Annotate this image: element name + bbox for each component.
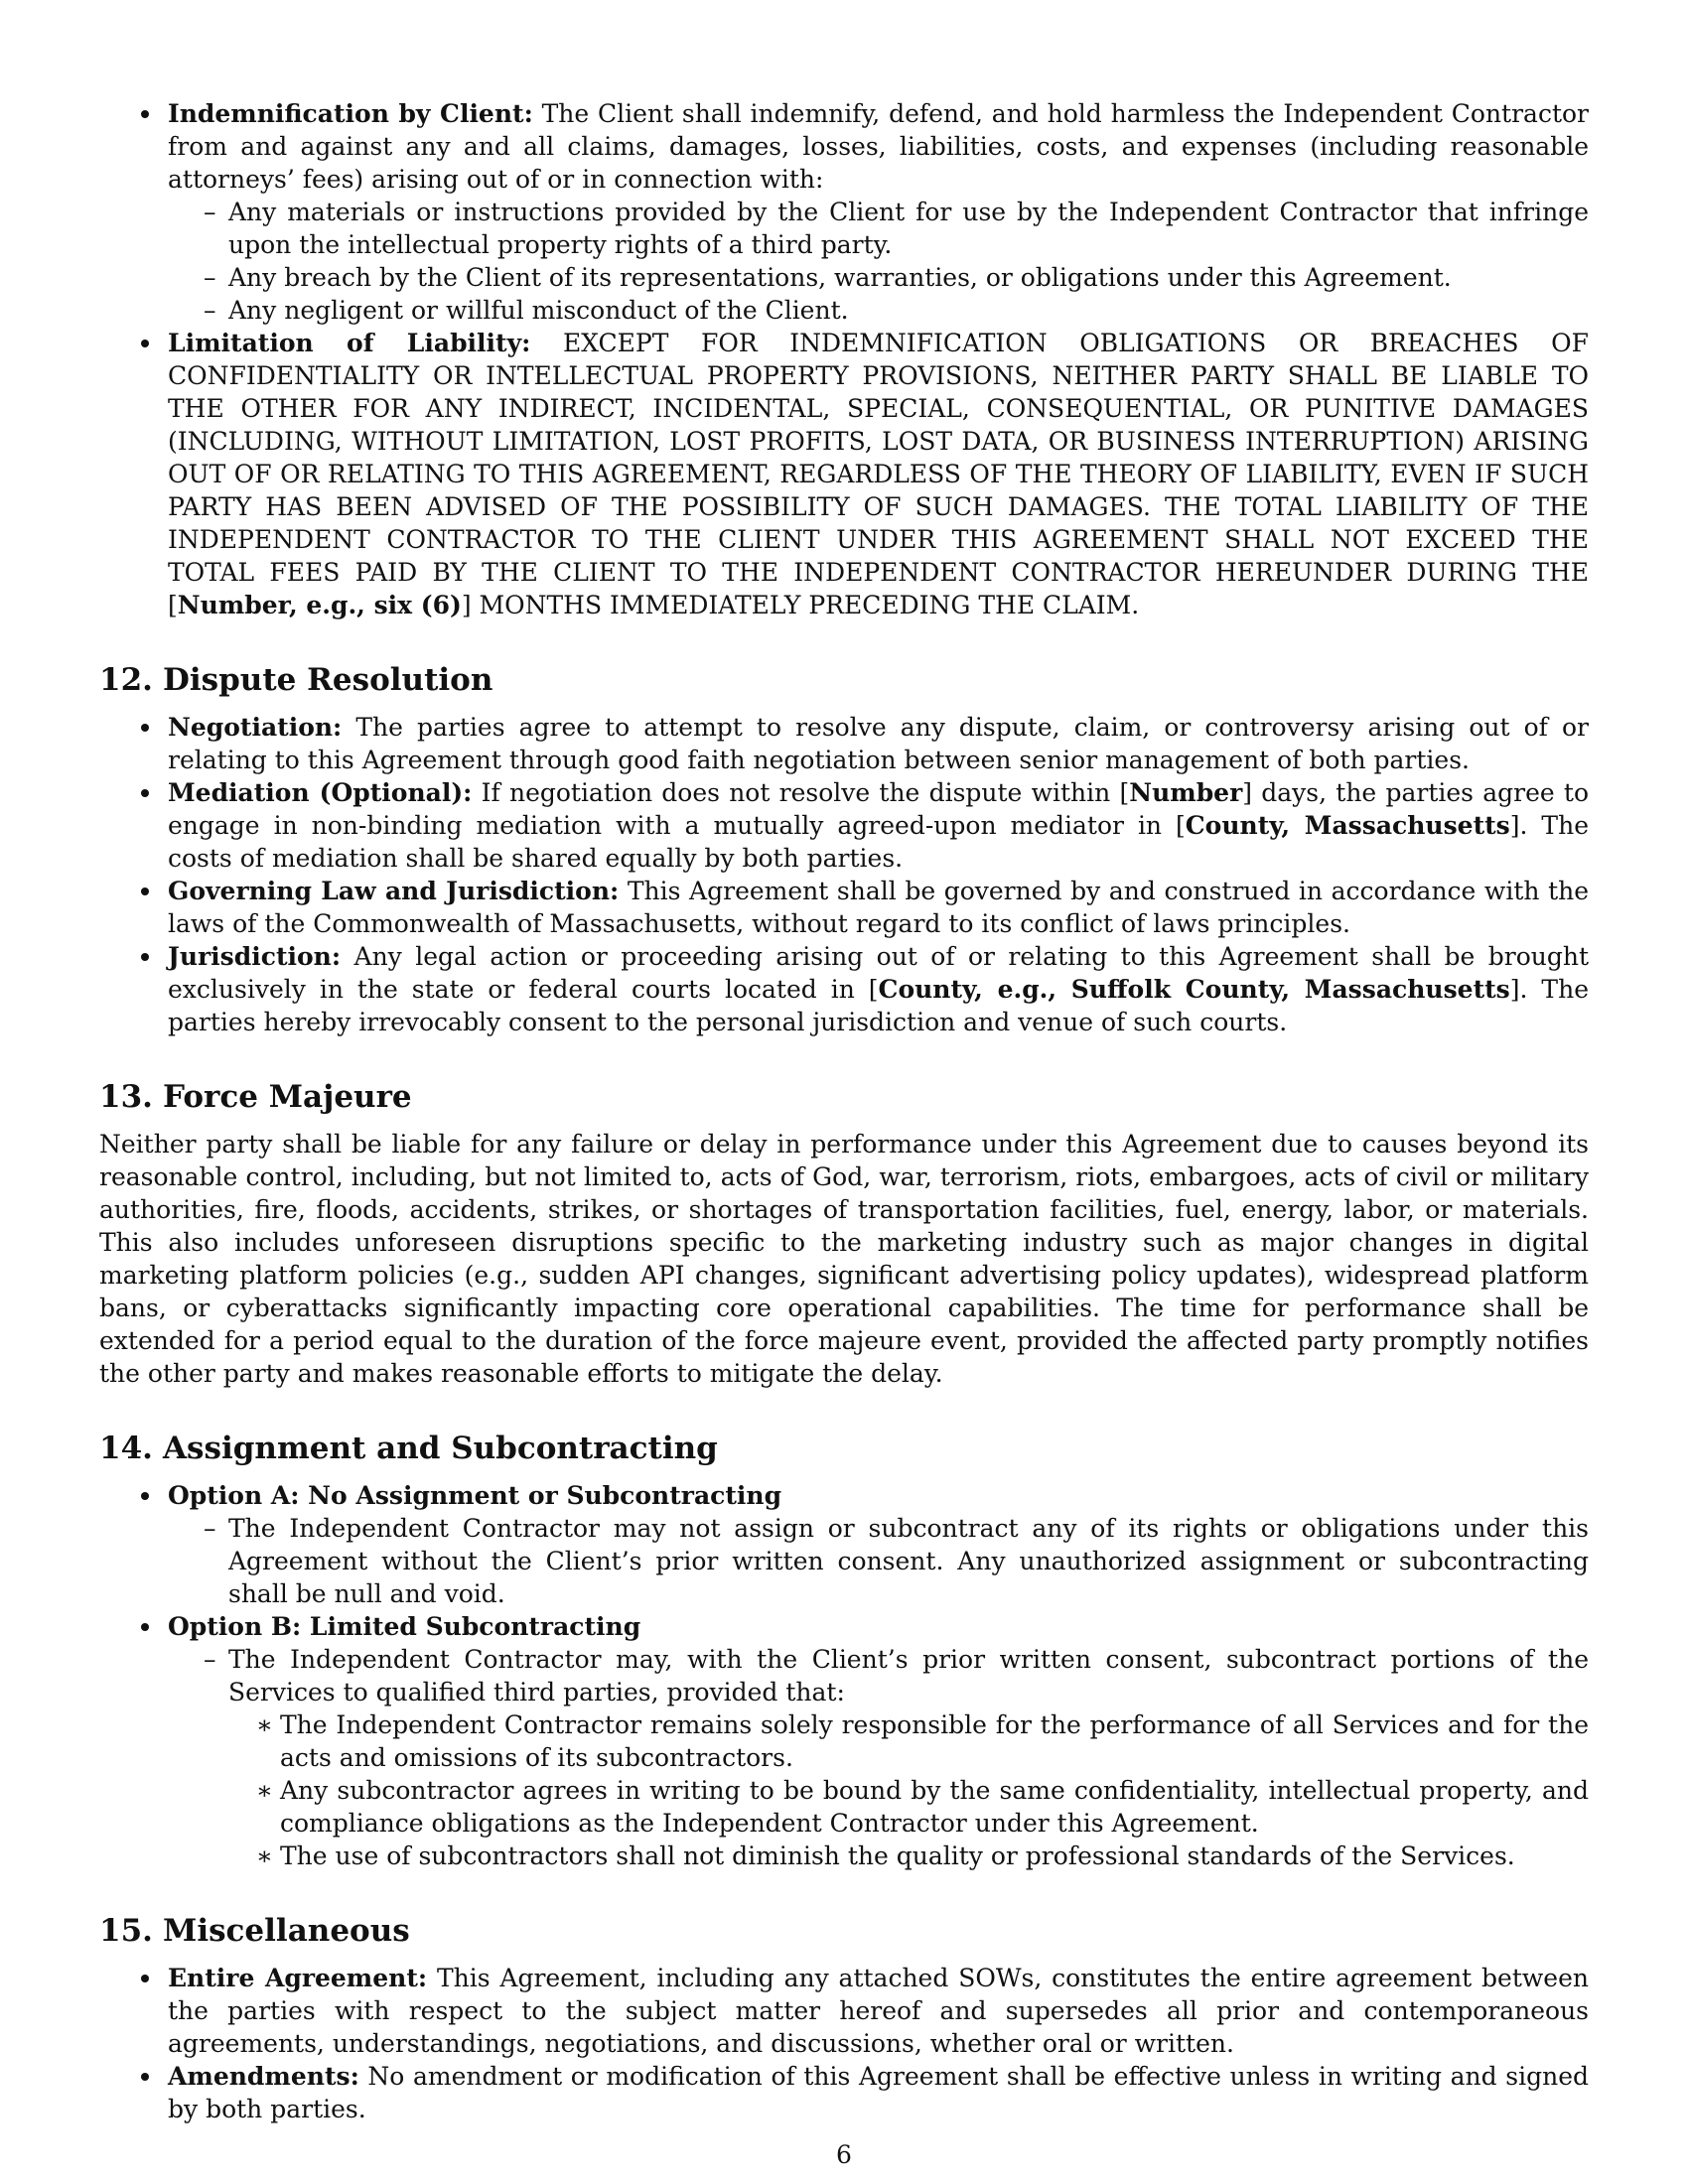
item-label: Mediation (Optional): <box>168 778 473 807</box>
sub-item: – Any breach by the Client of its representations, warranties, or obligations under this Agreement. <box>168 261 1589 294</box>
section-heading-miscellaneous <box>99 1911 1589 1951</box>
item-label: Indemnification by Client: <box>168 99 533 128</box>
section-title: Dispute Resolution <box>163 662 493 698</box>
force-majeure-paragraph: Neither party shall be liable for any failure or delay in performance under this Agreement due to causes beyond its reasonable control, including, but not limited to, acts of God, war, terrorism, riots, embargoes, acts of civil or military authorities, fire, floods, accidents, strikes, or shortages of transportation facilities, fuel, energy, labor, or materials. This also includes unforeseen disruptions specific to the marketing industry such as major changes in digital marketing platform policies (e.g., sudden API changes, significant advertising policy updates), widespread platform bans, or cyberattacks significantly impacting core operational capabilities. The time for performance shall be extended for a period equal to the duration of the force majeure event, provided the affected party promptly notifies the other party and makes reasonable efforts to mitigate the delay. <box>99 1130 1589 1388</box>
option-b-sub-list <box>168 1643 1589 1872</box>
sub-item: – Any materials or instructions provided by the Client for use by the Independent Contractor that infringe upon the intellectual property rights of a third party. <box>168 196 1589 261</box>
item-text: ] days, the parties agree to engage in non-binding mediation with a mutually agreed-upon mediator in [ <box>168 778 1589 840</box>
sub-item: – The Independent Contractor may not assign or subcontract any of its rights or obligations under this Agreement without the Client’s prior written consent. Any unauthorized assignment or subcontracting shall be null and void. <box>168 1512 1589 1610</box>
option-label: Option A: No Assignment or Subcontracting <box>168 1481 782 1510</box>
placeholder-county: County, e.g., Suffolk County, Massachusetts <box>878 975 1510 1004</box>
section-title: Force Majeure <box>163 1079 412 1115</box>
item-text: This Agreement shall be governed by and construed in accordance with the laws of the Commonwealth of Massachusetts, without regard to its conflict of laws principles. <box>168 877 1590 938</box>
section-14-list <box>99 1479 1589 1872</box>
item-text: This Agreement, including any attached SOWs, constitutes the entire agreement between the parties with respect to the subject matter hereof and supersedes all prior and contemporaneous agreements, understandings, negotiations, and discussions, whether oral or written. <box>168 1964 1589 2058</box>
sub-item <box>168 1643 1589 1872</box>
placeholder-number: Number, e.g., six (6) <box>177 591 462 619</box>
section-title: Miscellaneous <box>163 1913 410 1949</box>
section-heading-force-majeure <box>99 1077 1589 1117</box>
list-item-entire-agreement <box>99 1962 1589 2060</box>
item-label: Negotiation: <box>168 713 343 742</box>
section-number: 13. <box>99 1079 153 1115</box>
item-text-after: ] MONTHS IMMEDIATELY PRECEDING THE CLAIM. <box>461 591 1140 619</box>
condition-item: ∗ Any subcontractor agrees in writing to be bound by the same confidentiality, intellectual property, and compliance obligations as the Independent Contractor under this Agreement. <box>228 1774 1589 1840</box>
item-label: Amendments: <box>168 2062 359 2091</box>
page-number: 6 <box>836 2140 852 2169</box>
list-item-indemnification-by-client <box>99 97 1589 327</box>
condition-item: ∗ The Independent Contractor remains solely responsible for the performance of all Services and for the acts and omissions of its subcontractors. <box>228 1708 1589 1774</box>
item-label: Jurisdiction: <box>168 942 342 971</box>
item-text: ]. The parties hereby irrevocably consent to the personal jurisdiction and venue of such courts. <box>168 975 1589 1036</box>
document-page <box>99 97 1589 2125</box>
section-number: 15. <box>99 1913 153 1949</box>
section-title: Assignment and Subcontracting <box>163 1431 718 1466</box>
section-heading-dispute-resolution <box>99 660 1589 700</box>
list-item-mediation <box>99 776 1589 875</box>
item-text: If negotiation does not resolve the dispute within [ <box>481 778 1130 807</box>
placeholder-number: Number <box>1129 778 1243 807</box>
placeholder-county: County, Massachusetts <box>1185 811 1510 840</box>
list-item-jurisdiction <box>99 940 1589 1038</box>
item-text: EXCEPT FOR INDEMNIFICATION OBLIGATIONS OR BREACHES OF CONFIDENTIALITY OR INTELLECTUAL PROPERTY PROVISIONS, NEITHER PARTY SHALL BE LIABLE TO THE OTHER FOR ANY INDIRECT, INCIDENTAL, SPECIAL, CONSEQUENTIAL, OR PUNITIVE DAMAGES (INCLUDING, WITHOUT LIMITATION, LOST PROFITS, LOST DATA, OR BUSINESS INTERRUPTION) ARISING OUT OF OR RELATING TO THIS AGREEMENT, REGARDLESS OF THE THEORY OF LIABILITY, EVEN IF SUCH PARTY HAS BEEN ADVISED OF THE POSSIBILITY OF SUCH DAMAGES. THE TOTAL LIABILITY OF THE INDEPENDENT CONTRACTOR TO THE CLIENT UNDER THIS AGREEMENT SHALL NOT EXCEED THE TOTAL FEES PAID BY THE CLIENT TO THE INDEPENDENT CONTRACTOR HEREUNDER DURING THE [ <box>168 329 1589 619</box>
section-12-list <box>99 711 1589 1038</box>
condition-item: ∗ The use of subcontractors shall not diminish the quality or professional standards of the Services. <box>228 1840 1589 1872</box>
option-b-conditions <box>228 1708 1589 1872</box>
section-number: 12. <box>99 662 153 698</box>
item-text: No amendment or modification of this Agreement shall be effective unless in writing and signed by both parties. <box>168 2062 1589 2123</box>
item-text: The Client shall indemnify, defend, and hold harmless the Independent Contractor from and against any and all claims, damages, losses, liabilities, costs, and expenses (including reasonable attorneys’ fees) arising out of or in connection with: <box>168 99 1589 194</box>
list-item-option-b <box>99 1610 1589 1872</box>
section-11-list <box>99 97 1589 621</box>
indemnification-sub-list <box>168 196 1589 327</box>
option-a-sub-list <box>168 1512 1589 1610</box>
section-15-list <box>99 1962 1589 2125</box>
sub-item: – Any negligent or willful misconduct of the Client. <box>168 294 1589 327</box>
item-text: Any legal action or proceeding arising out of or relating to this Agreement shall be brought exclusively in the state or federal courts located in [ <box>168 942 1589 1004</box>
sub-item-text: The Independent Contractor may, with the Client’s prior written consent, subcontract portions of the Services to qualified third parties, provided that: <box>228 1645 1589 1706</box>
section-number: 14. <box>99 1431 153 1466</box>
item-label: Governing Law and Jurisdiction: <box>168 877 620 905</box>
item-text: The parties agree to attempt to resolve any dispute, claim, or controversy arising out of or relating to this Agreement through good faith negotiation between senior management of both parties. <box>168 713 1589 774</box>
item-label: Limitation of Liability: <box>168 329 531 357</box>
list-item-negotiation <box>99 711 1589 776</box>
list-item-option-a <box>99 1479 1589 1610</box>
list-item-governing-law <box>99 875 1589 940</box>
option-label: Option B: Limited Subcontracting <box>168 1612 641 1641</box>
item-label: Entire Agreement: <box>168 1964 428 1992</box>
item-text: ]. The costs of mediation shall be shared equally by both parties. <box>168 811 1589 873</box>
list-item-amendments <box>99 2060 1589 2125</box>
section-heading-assignment <box>99 1429 1589 1468</box>
list-item-limitation-of-liability <box>99 327 1589 621</box>
